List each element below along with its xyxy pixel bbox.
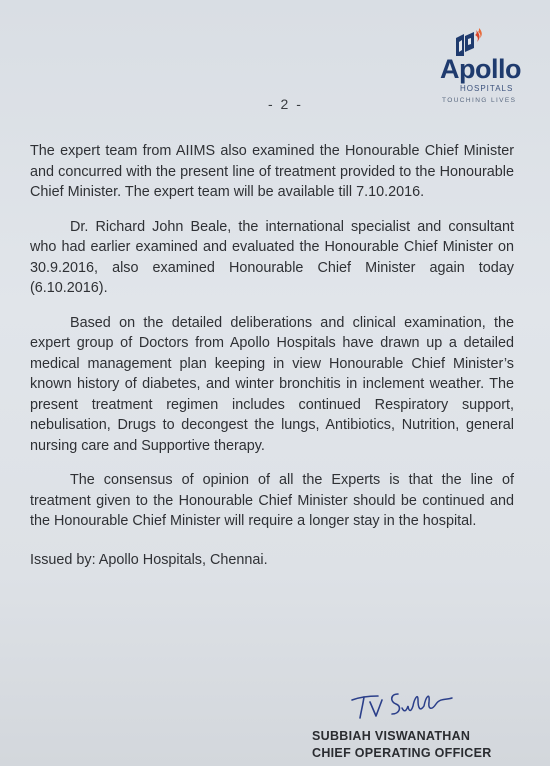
- paragraph-aiims: The expert team from AIIMS also examined the Honourable Chief Minister and concurred with the present line of treatment provided to the Honourable Chief Minister. The expert team will be available till 7.10.2016.: [30, 143, 514, 200]
- signatory-title: CHIEF OPERATING OFFICER: [312, 746, 492, 760]
- logo-subtitle: HOSPITALS: [460, 84, 514, 93]
- handwritten-signature: [348, 686, 458, 726]
- signatory-block: [312, 728, 512, 762]
- page-number: - 2 -: [268, 96, 303, 112]
- paragraph-beale: Dr. Richard John Beale, the international specialist and consultant who had earlier examined and evaluated the Honourable Chief Minister on 30.9.2016, also examined Honourable Chief Minister again today (6.10.2016).: [30, 218, 514, 296]
- paragraph-treatment-plan: Based on the detailed deliberations and clinical examination, the expert group of Doctors from Apollo Hospitals have drawn up a detailed medical management plan keeping in view Honourable Chief Minister’s known history of diabetes, and winter bronchitis in inclement weather. The present treatment regimen includes continued Respiratory support, nebulisation, Drugs to decongest the lungs, Antibiotics, Nutrition, general nursing care and Supportive therapy.: [30, 314, 514, 454]
- logo-tagline: TOUCHING LIVES: [442, 97, 517, 104]
- signatory-name: SUBBIAH VISWANATHAN: [312, 729, 471, 743]
- logo-wordmark: Apollo: [440, 54, 521, 84]
- issued-by: Issued by: Apollo Hospitals, Chennai.: [30, 551, 268, 568]
- paragraph-consensus: The consensus of opinion of all the Experts is that the line of treatment given to the Honourable Chief Minister should be continued and the Honourable Chief Minister will require a longer stay in the hospital.: [30, 472, 514, 529]
- apollo-logo: [440, 26, 540, 108]
- letter-body: [30, 141, 514, 584]
